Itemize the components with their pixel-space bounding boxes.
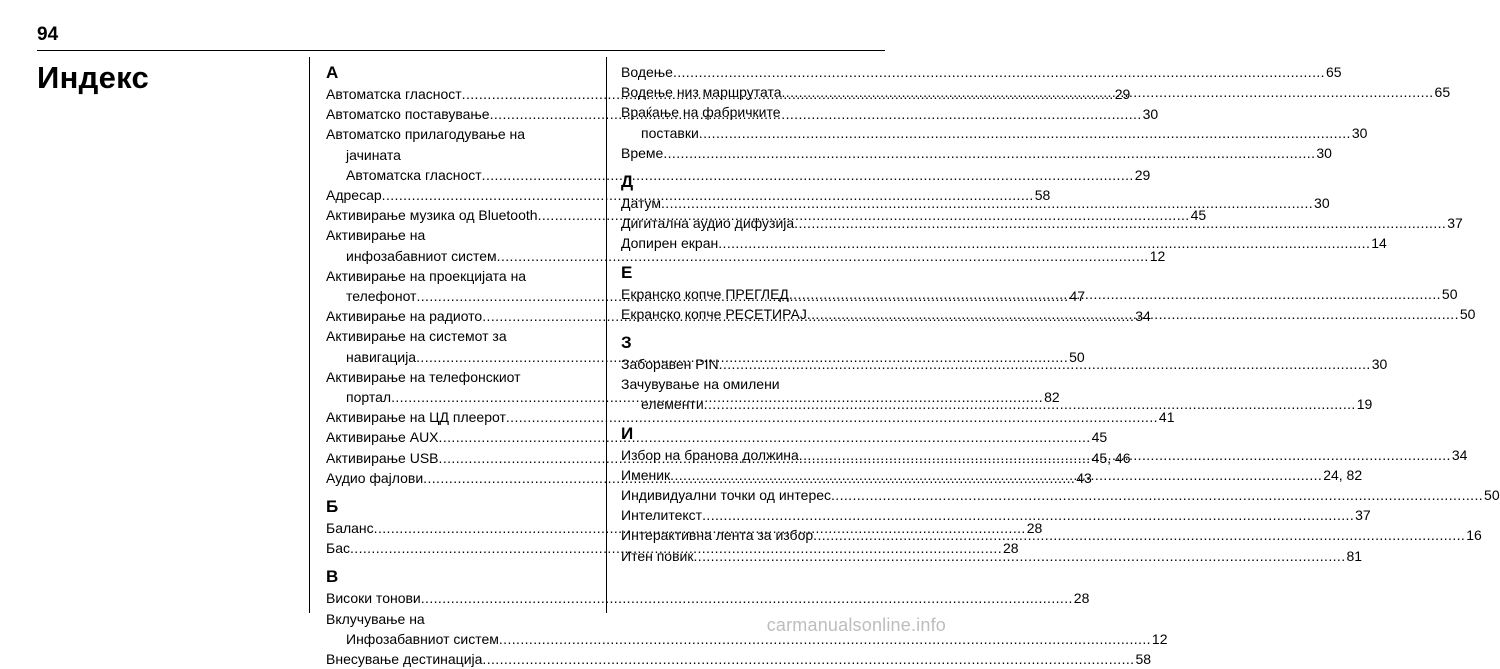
entry-page: 24, 82 xyxy=(1323,466,1363,483)
index-entry xyxy=(326,225,590,245)
section-letter: Б xyxy=(326,497,339,517)
index-entry xyxy=(326,367,590,387)
entry-text: Екранско копче ПРЕГЛЕД xyxy=(621,285,789,302)
entry-text: елементи xyxy=(641,396,704,413)
entry-page: 12 xyxy=(1151,630,1168,647)
entry-text: Активирање музика од Bluetooth xyxy=(326,207,538,224)
entry-text: Екранско копче РЕСЕТИРАЈ xyxy=(621,305,807,322)
entry-page: 12 xyxy=(1149,247,1166,264)
index-entry xyxy=(326,609,590,629)
entry-text: инфозабавниот систем xyxy=(346,247,497,264)
leader-dots xyxy=(482,649,1134,669)
entry-text: Избор на бранова должина xyxy=(621,446,799,463)
entry-page: 58 xyxy=(1135,651,1152,668)
index-entry xyxy=(326,407,1175,427)
index-entry xyxy=(621,62,1342,82)
column-divider-left xyxy=(309,57,310,613)
leader-dots xyxy=(704,394,1356,414)
entry-page: 41 xyxy=(1158,409,1175,426)
entry-text: навигација xyxy=(346,348,417,365)
entry-page: 58 xyxy=(1034,187,1051,204)
index-entry xyxy=(621,102,885,122)
index-entry xyxy=(326,165,1151,185)
entry-page: 14 xyxy=(1371,235,1387,252)
index-entry xyxy=(326,427,1108,447)
entry-text: Инфозабавниот систем xyxy=(346,630,499,647)
leader-dots xyxy=(673,62,1325,82)
entry-page: 50 xyxy=(1484,487,1500,504)
entry-page: 37 xyxy=(1355,507,1371,524)
entry-text: Автоматска гласност xyxy=(346,166,482,183)
index-entry xyxy=(326,326,590,346)
entry-text: јачината xyxy=(346,146,401,163)
entry-text: Зачувување на омилени xyxy=(621,376,780,393)
entry-text: Индивидуални точки од интерес xyxy=(621,487,832,504)
index-title: Индекс xyxy=(37,60,150,95)
leader-dots xyxy=(663,143,1315,163)
leader-dots xyxy=(421,588,1073,608)
entry-text: Внесување дестинација xyxy=(326,651,483,668)
index-entry xyxy=(621,374,885,394)
entry-text: Допирен екран xyxy=(621,235,719,252)
leader-dots xyxy=(719,354,1371,374)
section-letter: З xyxy=(621,333,632,353)
entry-text: Именик xyxy=(621,466,671,483)
entry-text: Адресар xyxy=(326,187,382,204)
leader-dots xyxy=(813,525,1465,545)
entry-text: Водење низ маршрутата xyxy=(621,84,782,101)
leader-dots xyxy=(789,284,1441,304)
entry-text: Бас xyxy=(326,540,350,557)
entry-page: 34 xyxy=(1135,308,1151,325)
entry-text: Водење xyxy=(621,64,673,80)
entry-page: 30 xyxy=(1351,124,1368,141)
section-letter: Е xyxy=(621,262,633,282)
index-entry xyxy=(621,485,1500,505)
entry-page: 50 xyxy=(1069,348,1085,365)
entry-text: Активирање на радиото xyxy=(326,308,483,325)
leader-dots xyxy=(807,304,1459,324)
index-entry xyxy=(326,124,590,144)
index-entry xyxy=(326,588,1090,608)
leader-dots xyxy=(831,485,1483,505)
entry-text: Дигитална аудио дифузија xyxy=(621,215,795,232)
entry-text: Активирање AUX xyxy=(326,429,439,446)
index-entry xyxy=(326,145,590,165)
entry-text: Итен повик xyxy=(621,547,694,564)
entry-page: 37 xyxy=(1447,215,1463,232)
entry-page: 34 xyxy=(1451,446,1468,463)
section-letter: В xyxy=(326,567,339,587)
index-entry xyxy=(621,233,1387,253)
section-letter: И xyxy=(621,423,634,443)
entry-page: 16 xyxy=(1466,527,1482,544)
entry-text: Активирање на телефонскиот xyxy=(326,368,521,385)
index-entry xyxy=(621,505,1371,525)
index-entry xyxy=(326,266,590,286)
entry-page: 50 xyxy=(1459,305,1476,322)
page-number: 94 xyxy=(37,24,59,45)
entry-text: телефонот xyxy=(346,288,417,305)
leader-dots xyxy=(718,233,1370,253)
leader-dots xyxy=(702,505,1354,525)
leader-dots xyxy=(693,546,1345,566)
entry-page: 65 xyxy=(1434,84,1451,101)
entry-page: 47 xyxy=(1069,288,1086,305)
index-entry xyxy=(621,143,1332,163)
entry-text: Активирање на xyxy=(326,227,426,244)
entry-text: Активирање на системот за xyxy=(326,328,507,345)
entry-text: Баланс xyxy=(326,520,374,537)
section-letter: Д xyxy=(621,172,634,192)
entry-page: 28 xyxy=(1026,520,1043,537)
index-entry xyxy=(326,629,1168,649)
entry-text: Интерактивна лента за избор xyxy=(621,527,814,544)
section-letter: А xyxy=(326,63,339,82)
entry-page: 30 xyxy=(1371,356,1388,373)
entry-text: Враќање на фабричките xyxy=(621,104,781,121)
entry-page: 29 xyxy=(1114,86,1131,102)
leader-dots xyxy=(782,82,1434,102)
entry-text: Вклучување на xyxy=(326,610,425,627)
entry-page: 65 xyxy=(1325,64,1342,80)
entry-page: 45, 46 xyxy=(1091,449,1131,466)
watermark: carmanualsonline.info xyxy=(766,615,946,635)
entry-page: 50 xyxy=(1441,285,1458,302)
entry-text: Високи тонови xyxy=(326,590,421,607)
entry-text: Време xyxy=(621,144,664,161)
entry-text: Автоматско поставување xyxy=(326,106,490,123)
leader-dots xyxy=(799,445,1451,465)
entry-page: 45 xyxy=(1190,207,1207,224)
entry-text: Датум xyxy=(621,195,661,212)
entry-text: Аудио фајлови xyxy=(326,469,424,486)
entry-page: 29 xyxy=(1134,166,1151,183)
entry-page: 30 xyxy=(1316,144,1332,161)
entry-text: Интелитекст xyxy=(621,507,703,524)
entry-text: Автоматско прилагодување на xyxy=(326,126,526,143)
leader-dots xyxy=(699,123,1351,143)
index-entry xyxy=(326,649,1152,669)
entry-text: Заборавен PIN xyxy=(621,356,719,373)
entry-text: Активирање на проекцијата на xyxy=(326,267,527,284)
leader-dots xyxy=(794,213,1446,233)
entry-page: 82 xyxy=(1044,389,1060,406)
entry-text: поставки xyxy=(641,124,699,141)
index-entry xyxy=(326,246,1166,266)
entry-text: портал xyxy=(346,389,392,406)
entry-page: 45 xyxy=(1091,429,1108,446)
entry-page: 28 xyxy=(1073,590,1090,607)
entry-page: 19 xyxy=(1356,396,1373,413)
header-rule xyxy=(37,50,885,51)
entry-page: 81 xyxy=(1346,547,1363,564)
entry-page: 28 xyxy=(1003,540,1019,557)
entry-page: 43 xyxy=(1076,469,1092,486)
entry-text: Автоматска гласност xyxy=(326,86,462,102)
entry-text: Активирање на ЦД плеерот xyxy=(326,409,506,426)
leader-dots xyxy=(670,465,1322,485)
index-entry xyxy=(621,123,1368,143)
entry-page: 30 xyxy=(1142,106,1159,123)
leader-dots xyxy=(661,193,1313,213)
entry-text: Активирање USB xyxy=(326,449,439,466)
entry-page: 30 xyxy=(1314,195,1330,212)
